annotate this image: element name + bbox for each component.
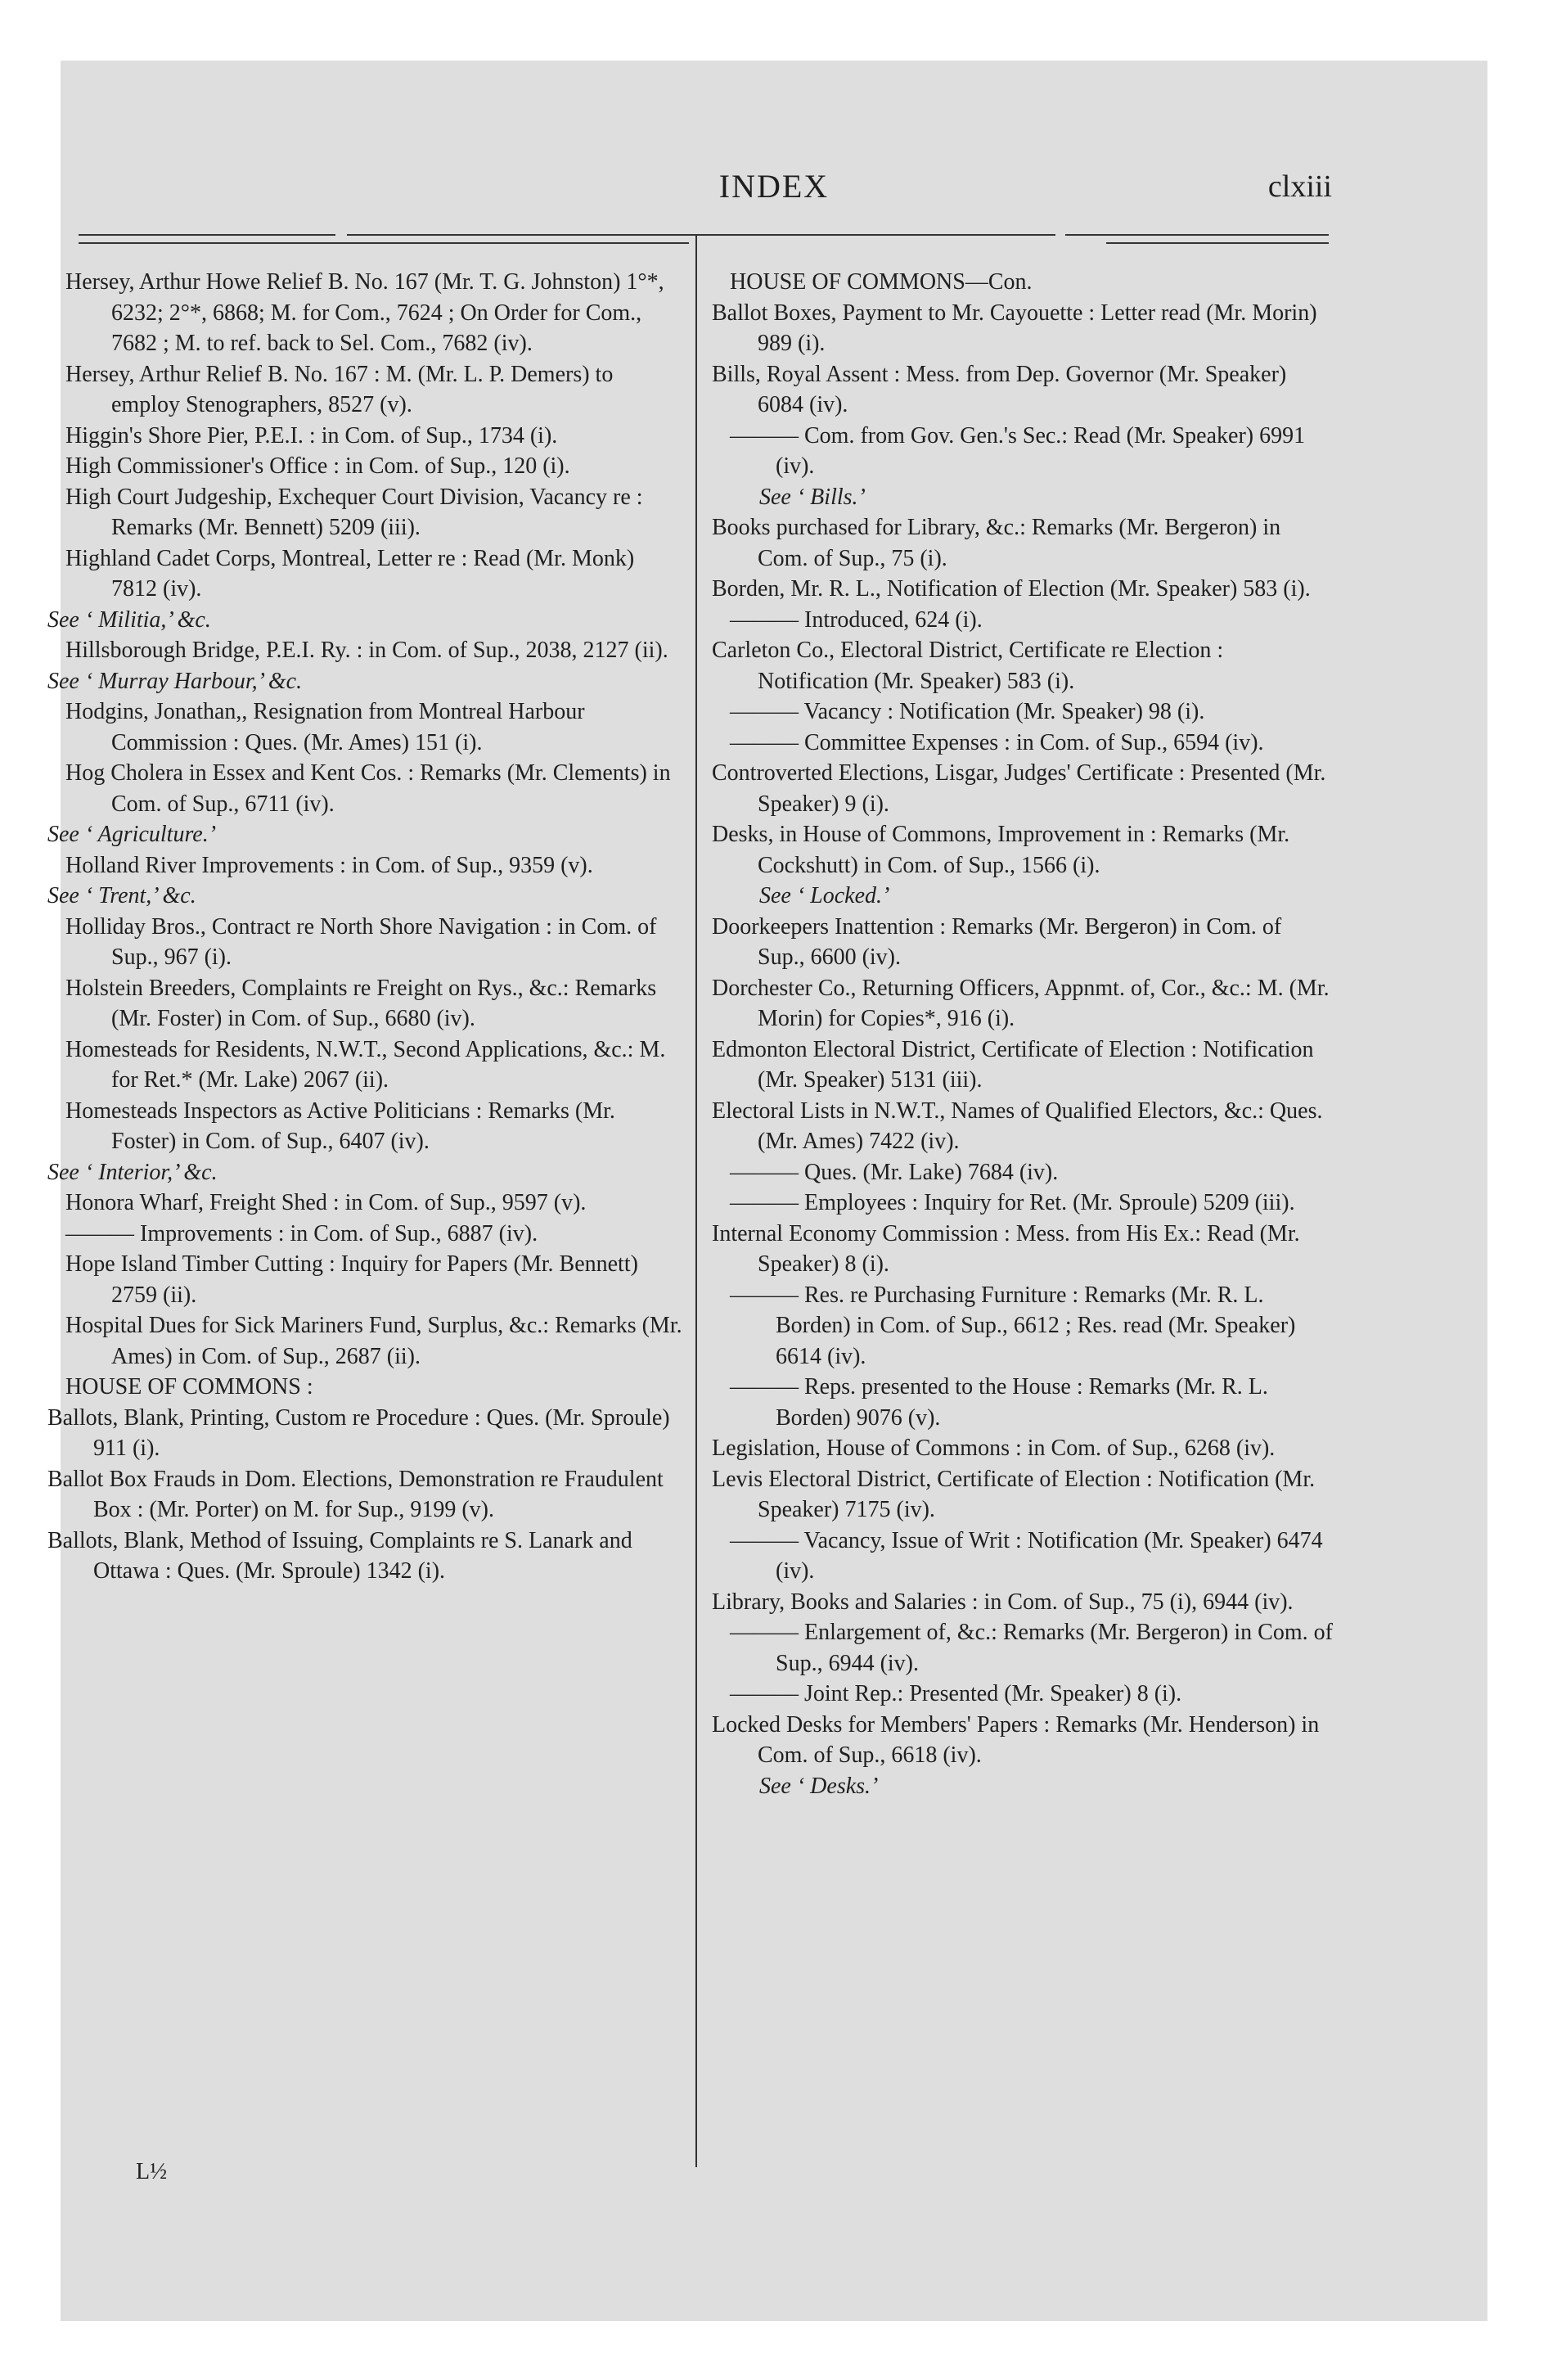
index-entry: Carleton Co., Electoral District, Certificate re Election : Notification (Mr. Speaker) 583 (i). xyxy=(712,638,1224,694)
index-subentry: ——— Improvements : in Com. of Sup., 6887 (iv). xyxy=(65,1220,538,1246)
see-reference: See ‘ Bills.’ xyxy=(759,484,866,510)
index-subentry: ——— Joint Rep.: Presented (Mr. Speaker) 8 (i). xyxy=(730,1681,1182,1706)
index-entry: Hog Cholera in Essex and Kent Cos. : Remarks (Mr. Clements) in Com. of Sup., 6711 (iv). xyxy=(65,760,671,817)
index-entry: Legislation, House of Commons : in Com. of Sup., 6268 (iv). xyxy=(712,1436,1276,1461)
index-subentry: ——— Vacancy, Issue of Writ : Notification (Mr. Speaker) 6474 (iv). xyxy=(730,1527,1323,1584)
header-rule-lower-left xyxy=(79,242,689,244)
index-subentry: ——— Res. re Purchasing Furniture : Remarks (Mr. R. L. Borden) in Com. of Sup., 6612 ; Res. read (Mr. Speaker) 6614 (iv). xyxy=(730,1282,1296,1369)
index-entry: Controverted Elections, Lisgar, Judges' Certificate : Presented (Mr. Speaker) 9 (i). xyxy=(712,760,1326,817)
index-entry: Hersey, Arthur Relief B. No. 167 : M. (Mr. L. P. Demers) to employ Stenographers, 8527 (v). xyxy=(65,361,614,417)
index-entry: Ballot Box Frauds in Dom. Elections, Demonstration re Fraudulent Box : (Mr. Porter) on M. for Sup., 9199 (v). xyxy=(47,1466,664,1522)
see-reference: See ‘ Murray Harbour,’ &c. xyxy=(47,668,303,694)
see-reference: See ‘ Desks.’ xyxy=(759,1773,879,1799)
index-entry: Homesteads Inspectors as Active Politicians : Remarks (Mr. Foster) in Com. of Sup., 6407 (iv). xyxy=(65,1098,615,1154)
see-reference: See ‘ Agriculture.’ xyxy=(47,822,217,847)
index-entry: Holstein Breeders, Complaints re Freight on Rys., &c.: Remarks (Mr. Foster) in Com. of Sup., 6680 (iv). xyxy=(65,975,657,1031)
index-entry: Doorkeepers Inattention : Remarks (Mr. Bergeron) in Com. of Sup., 6600 (iv). xyxy=(712,913,1282,970)
index-entry: Locked Desks for Members' Papers : Remarks (Mr. Henderson) in Com. of Sup., 6618 (iv). xyxy=(712,1711,1320,1768)
index-entry: Borden, Mr. R. L., Notification of Election (Mr. Speaker) 583 (i). xyxy=(712,576,1311,602)
column-divider xyxy=(695,236,697,2167)
index-entry: Hope Island Timber Cutting : Inquiry for Papers (Mr. Bennett) 2759 (ii). xyxy=(65,1251,638,1308)
header-rule-left xyxy=(79,234,335,236)
index-entry: Ballots, Blank, Method of Issuing, Complaints re S. Lanark and Ottawa : Ques. (Mr. Sproule) 1342 (i). xyxy=(47,1527,632,1584)
index-entry: Dorchester Co., Returning Officers, Appnmt. of, Cor., &c.: M. (Mr. Morin) for Copies*, 916 (i). xyxy=(712,975,1330,1031)
index-entry: Ballot Boxes, Payment to Mr. Cayouette : Letter read (Mr. Morin) 989 (i). xyxy=(712,300,1317,356)
index-entry: Hillsborough Bridge, P.E.I. Ry. : in Com. of Sup., 2038, 2127 (ii). xyxy=(65,638,668,663)
index-subentry: ——— Committee Expenses : in Com. of Sup., 6594 (iv). xyxy=(730,729,1264,755)
section-heading: HOUSE OF COMMONS—Con. xyxy=(730,269,1033,295)
index-subentry: ——— Employees : Inquiry for Ret. (Mr. Sproule) 5209 (iii). xyxy=(730,1190,1295,1215)
index-entry: Honora Wharf, Freight Shed : in Com. of Sup., 9597 (v). xyxy=(65,1190,587,1215)
index-column-right xyxy=(712,267,1334,1801)
see-reference: See ‘ Locked.’ xyxy=(759,883,890,908)
section-heading: HOUSE OF COMMONS : xyxy=(65,1374,313,1400)
index-entry: High Commissioner's Office : in Com. of Sup., 120 (i). xyxy=(65,453,570,479)
index-entry: Hersey, Arthur Howe Relief B. No. 167 (Mr. T. G. Johnston) 1°*, 6232; 2°*, 6868; M. for Com., 7624 ; On Order for Com., 7682 ; M. to ref. back to Sel. Com., 7682 (iv). xyxy=(65,269,664,356)
index-entry: Hospital Dues for Sick Mariners Fund, Surplus, &c.: Remarks (Mr. Ames) in Com. of Sup., 2687 (ii). xyxy=(65,1313,682,1369)
signature-mark: L½ xyxy=(136,2159,168,2184)
index-entry: Bills, Royal Assent : Mess. from Dep. Governor (Mr. Speaker) 6084 (iv). xyxy=(712,361,1287,417)
index-entry: Hodgins, Jonathan,, Resignation from Montreal Harbour Commission : Ques. (Mr. Ames) 151 (i). xyxy=(65,699,585,755)
index-entry: Electoral Lists in N.W.T., Names of Qualified Electors, &c.: Ques. (Mr. Ames) 7422 (iv). xyxy=(712,1098,1323,1154)
header-rule-lower-right xyxy=(1106,242,1329,244)
index-column-left xyxy=(47,267,686,1587)
index-entry: Desks, in House of Commons, Improvement in : Remarks (Mr. Cockshutt) in Com. of Sup., 1566 (i). xyxy=(712,822,1290,878)
index-entry: Internal Economy Commission : Mess. from His Ex.: Read (Mr. Speaker) 8 (i). xyxy=(712,1220,1300,1277)
index-entry: Ballots, Blank, Printing, Custom re Procedure : Ques. (Mr. Sproule) 911 (i). xyxy=(47,1404,670,1461)
see-reference: See ‘ Militia,’ &c. xyxy=(47,606,211,633)
index-subentry: ——— Vacancy : Notification (Mr. Speaker) 98 (i). xyxy=(730,699,1205,724)
index-entry: Homesteads for Residents, N.W.T., Second Applications, &c.: M. for Ret.* (Mr. Lake) 2067 (ii). xyxy=(65,1036,666,1093)
index-entry: Holland River Improvements : in Com. of Sup., 9359 (v). xyxy=(65,852,593,878)
index-entry: Highland Cadet Corps, Montreal, Letter re : Read (Mr. Monk) 7812 (iv). xyxy=(65,545,635,602)
see-reference: See ‘ Interior,’ &c. xyxy=(47,1159,218,1185)
index-entry: Edmonton Electoral District, Certificate of Election : Notification (Mr. Speaker) 5131 (iii). xyxy=(712,1036,1314,1093)
index-entry: Levis Electoral District, Certificate of Election : Notification (Mr. Speaker) 7175 (iv). xyxy=(712,1466,1316,1522)
index-entry: Books purchased for Library, &c.: Remarks (Mr. Bergeron) in Com. of Sup., 75 (i). xyxy=(712,515,1281,571)
index-subentry: ——— Com. from Gov. Gen.'s Sec.: Read (Mr. Speaker) 6991 (iv). xyxy=(730,422,1306,479)
index-subentry: ——— Introduced, 624 (i). xyxy=(730,606,983,633)
index-entry: Library, Books and Salaries : in Com. of Sup., 75 (i), 6944 (iv). xyxy=(712,1589,1294,1615)
page-number: clxiii xyxy=(1267,169,1332,204)
index-subentry: ——— Enlargement of, &c.: Remarks (Mr. Bergeron) in Com. of Sup., 6944 (iv). xyxy=(730,1620,1333,1676)
index-entry: Higgin's Shore Pier, P.E.I. : in Com. of Sup., 1734 (i). xyxy=(65,422,558,449)
index-entry: High Court Judgeship, Exchequer Court Division, Vacancy re : Remarks (Mr. Bennett) 5209 (iii). xyxy=(65,484,643,540)
header-rule-right xyxy=(1065,234,1329,236)
index-subentry: ——— Ques. (Mr. Lake) 7684 (iv). xyxy=(730,1159,1059,1185)
index-entry: Holliday Bros., Contract re North Shore Navigation : in Com. of Sup., 967 (i). xyxy=(65,913,657,970)
see-reference: See ‘ Trent,’ &c. xyxy=(47,883,196,908)
page-title: INDEX xyxy=(718,168,830,205)
index-subentry: ——— Reps. presented to the House : Remarks (Mr. R. L. Borden) 9076 (v). xyxy=(730,1374,1268,1431)
header-rule-center xyxy=(347,234,1055,236)
